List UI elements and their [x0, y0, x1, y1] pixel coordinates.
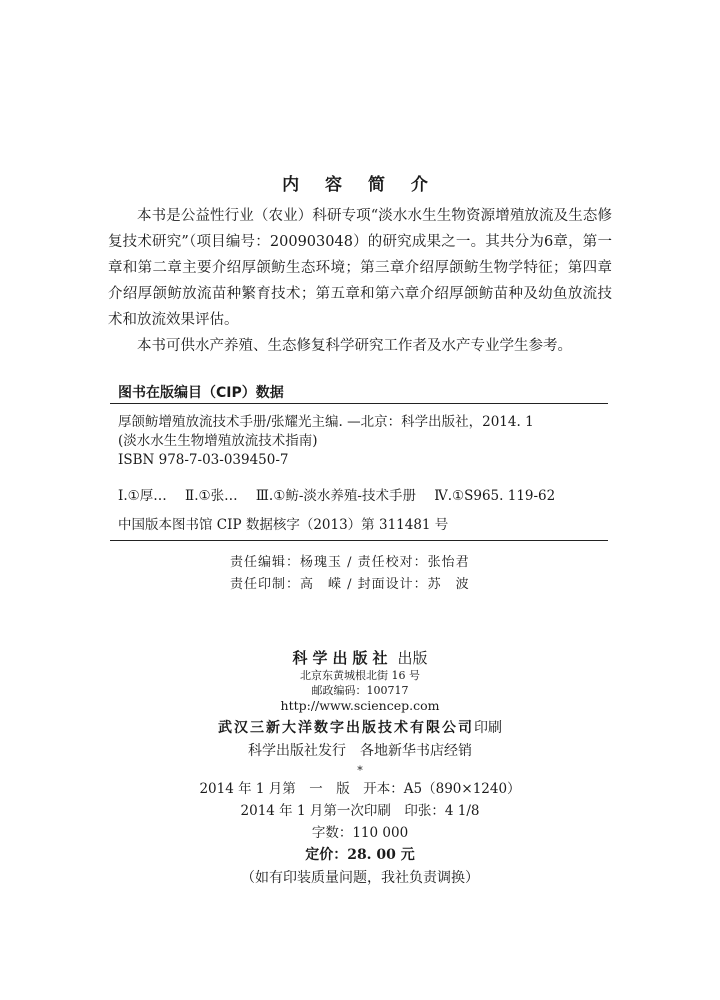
printer-name: 武汉三新大洋数字出版技术有限公司	[218, 720, 474, 736]
staff-line-2: 责任印制：高 嵘 / 封面设计：苏 波	[230, 577, 470, 592]
editorial-staff	[230, 552, 470, 596]
cip-heading: 图书在版编目（CIP）数据	[118, 385, 284, 401]
page-title: 内 容 简 介	[282, 175, 438, 195]
cip-isbn: ISBN 978-7-03-039450-7	[118, 452, 289, 468]
printer-suffix: 印刷	[474, 720, 502, 736]
edition-line: 2014 年 1 月第 一 版 开本：A5（890×1240）	[199, 781, 521, 797]
cip-class-4: Ⅳ.①S965. 119-62	[434, 488, 556, 504]
publisher-address: 北京东黄城根北街 16 号	[300, 669, 420, 682]
cip-class-1: Ⅰ.①厚…	[118, 488, 167, 504]
divider-top	[110, 403, 608, 404]
word-count: 字数：110 000	[311, 825, 409, 841]
cip-title-line: 厚颌鲂增殖放流技术手册/张耀光主编. —北京：科学出版社，2014. 1	[118, 414, 534, 430]
staff-line-1: 责任编辑：杨瑰玉 / 责任校对：张怡君	[230, 555, 470, 570]
intro-paragraph-1: 本书是公益性行业（农业）科研专项“淡水水生生物资源增殖放流及生态修复技术研究”（项目编号：200903048）的研究成果之一。其共分为6章，第一章和第二章主要介绍厚颌鲂生态环境；第三章介绍厚颌鲂生物学特征；第四章介绍厚颌鲂放流苗种繁育技术；第五章和第六章介绍厚颌鲂苗种及幼鱼放流技术和放流效果评估。	[108, 208, 612, 328]
divider-bottom	[110, 540, 608, 541]
publisher-suffix: 出版	[397, 649, 428, 667]
cip-series-line: (淡水水生生物增殖放流技术指南)	[118, 433, 318, 449]
book-introduction	[108, 203, 612, 359]
cip-classification	[118, 484, 618, 504]
price: 定价：28. 00 元	[305, 847, 415, 863]
cip-class-2: Ⅱ.①张…	[185, 488, 238, 504]
publisher-postcode: 邮政编码：100717	[311, 684, 409, 697]
distribution-line: 科学出版社发行 各地新华书店经销	[248, 743, 472, 759]
cip-approval-number: 中国版本图书馆 CIP 数据核字（2013）第 311481 号	[118, 517, 449, 533]
publisher-url: http://www.sciencep.com	[280, 698, 440, 713]
publication-info	[0, 647, 720, 890]
separator-star: *	[357, 764, 363, 777]
quality-notice: （如有印装质量问题，我社负责调换）	[241, 870, 479, 886]
publisher-name: 科学出版社	[292, 649, 393, 667]
cip-class-3: Ⅲ.①鲂-淡水养殖-技术手册	[255, 488, 416, 504]
intro-paragraph-2: 本书可供水产养殖、生态修复科学研究工作者及水产专业学生参考。	[137, 338, 572, 354]
publisher-line	[0, 647, 720, 668]
cip-record	[118, 413, 618, 470]
printer-line	[0, 717, 720, 739]
printing-line: 2014 年 1 月第一次印刷 印张：4 1/8	[240, 803, 480, 819]
